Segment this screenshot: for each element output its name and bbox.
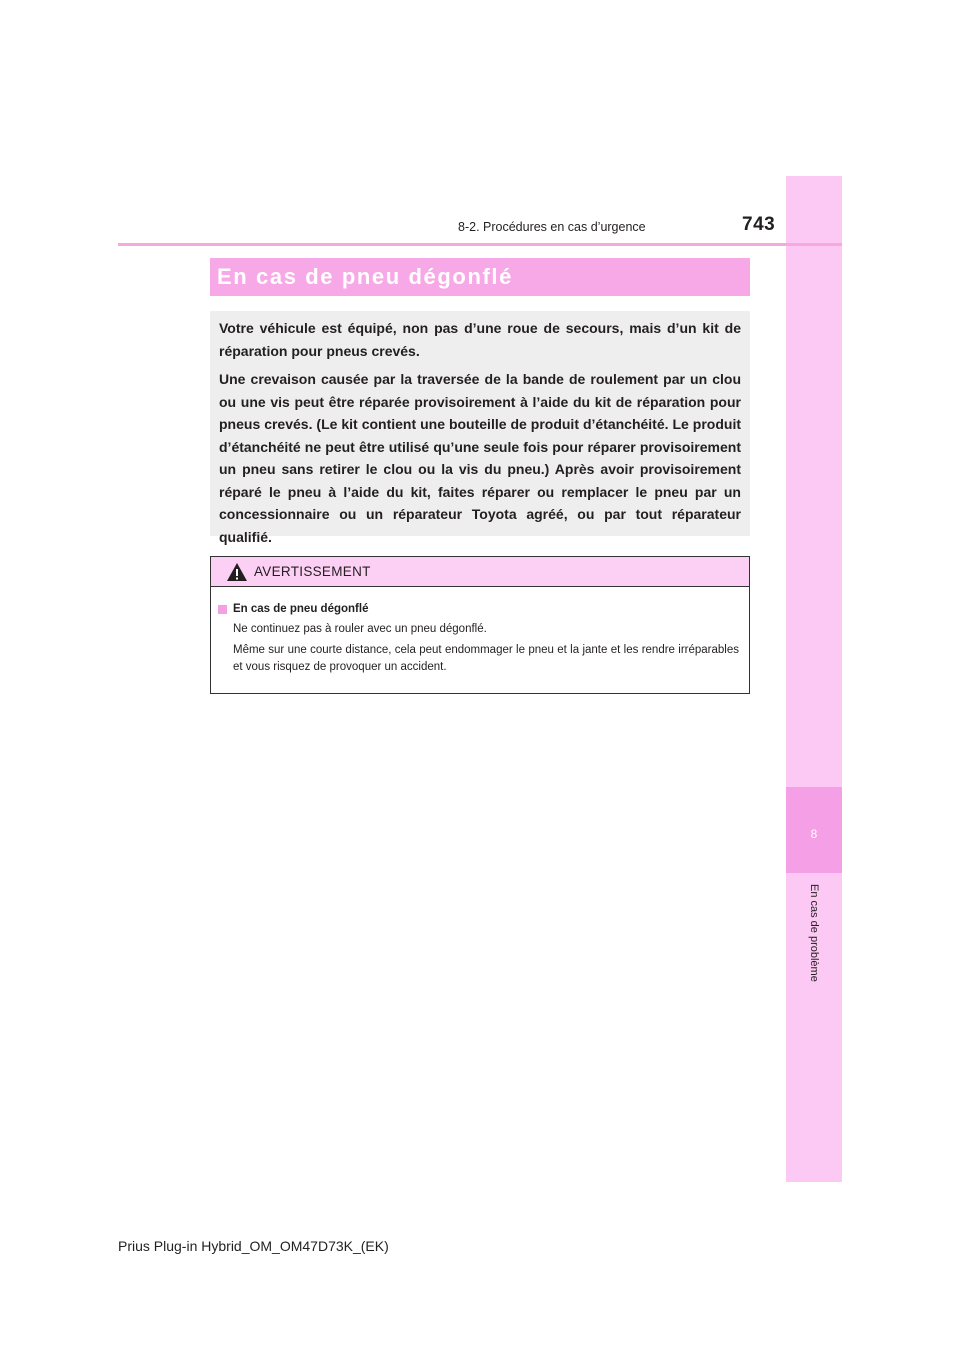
intro-paragraph-1: Votre véhicule est équipé, non pas d’une roue de secours, mais d’un kit de réparation pour pneus crevés. <box>219 320 741 359</box>
warning-line-1: Ne continuez pas à rouler avec un pneu dégonflé. <box>233 623 487 635</box>
chapter-tab-number: 8 <box>810 827 818 841</box>
intro-paragraph-2: Une crevaison causée par la traversée de la bande de roulement par un clou ou une vis peut être réparée provisoirement à l’aide du kit de réparation pour pneus crevés. (Le kit contient une bouteille de produit d’étanchéité. Le produit d’étanchéité ne peut être utilisé qu’une seule fois pour réparer provisoirement un pneu sans retirer le clou ou la vis du pneu.) Après avoir provisoirement réparé le pneu à l’aide du kit, faites réparer ou remplacer le pneu par un concessionnaire ou un réparateur Toyota agréé, ou par tout réparateur qualifié. <box>219 371 741 545</box>
chapter-tab-title-text: En cas de problème <box>808 884 820 982</box>
title-bar <box>210 258 750 296</box>
intro-box <box>210 311 750 545</box>
warning-triangle-icon <box>226 562 248 582</box>
section-header: 8-2. Procédures en cas d’urgence <box>458 220 646 234</box>
footer-model: Prius Plug-in Hybrid_OM_OM47D73K_(EK) <box>118 1238 389 1254</box>
warning-box <box>210 556 750 694</box>
bullet-square-icon <box>218 605 227 614</box>
page-title: En cas de pneu dégonflé <box>217 264 513 289</box>
chapter-tab-title <box>786 884 842 1004</box>
page-number: 743 <box>742 214 776 235</box>
warning-body <box>211 587 749 676</box>
warning-item-title-text: En cas de pneu dégonflé <box>233 603 369 615</box>
warning-header <box>211 557 749 587</box>
warning-item-title <box>218 601 739 618</box>
header-rule <box>118 243 842 246</box>
side-strip <box>786 176 842 1182</box>
warning-line-2: Même sur une courte distance, cela peut endommager le pneu et la jante et les rendre irréparables et vous risquez de provoquer un accident. <box>233 644 739 673</box>
warning-label: AVERTISSEMENT <box>254 564 371 579</box>
